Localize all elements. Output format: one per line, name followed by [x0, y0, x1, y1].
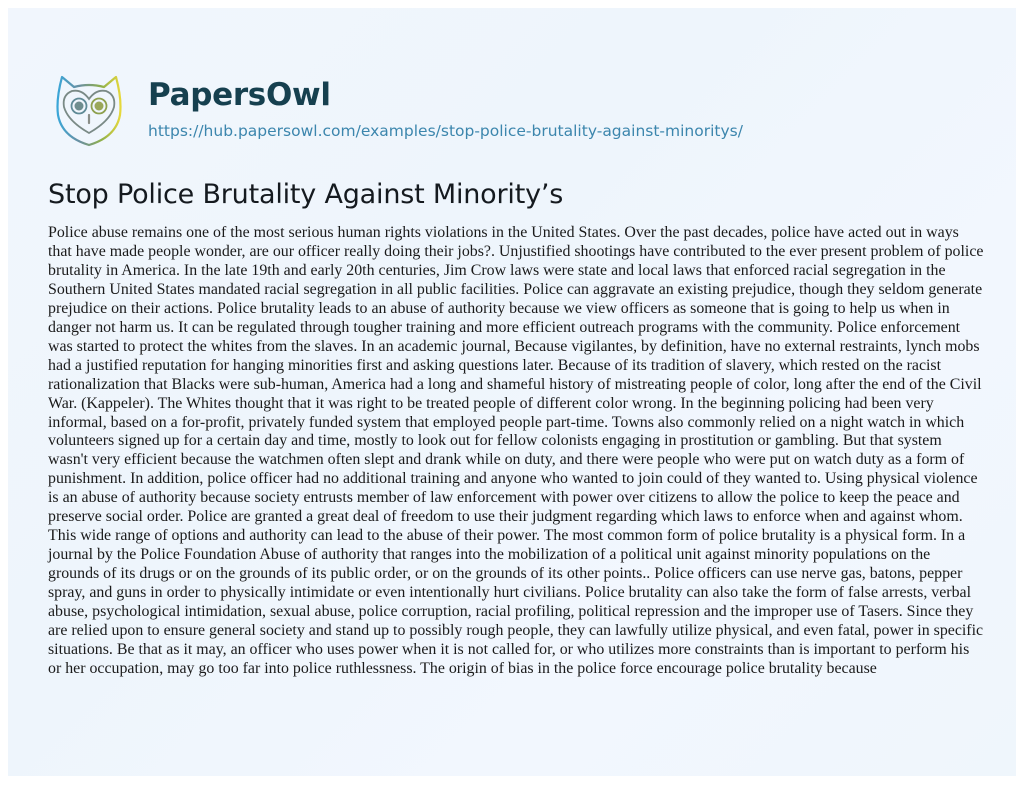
page-url-link[interactable]: https://hub.papersowl.com/examples/stop-police-brutality-against-minoritys/ [148, 122, 743, 140]
document-page [8, 8, 1016, 776]
brand-name[interactable]: PapersOwl [148, 77, 331, 113]
document-body: Police abuse remains one of the most serious human rights violations in the United States. Over the past decades, police have acted out in ways that have made people wonder, are our officer really doing their jobs?. Unjustified shootings have contributed to the ever present problem of police brutality in America. In the late 19th and early 20th centuries, Jim Crow laws were state and local laws that enforced racial segregation in the Southern United States mandated racial segregation in all public facilities. Police can aggravate an existing prejudice, though they seldom generate prejudice on their actions. Police brutality leads to an abuse of authority because we view officers as someone that is going to help us when in danger not harm us. It can be regulated through tougher training and more efficient outreach programs with the community. Police enforcement was started to protect the whites from the slaves. In an academic journal, Because vigilantes, by definition, have no external restraints, lynch mobs had a justified reputation for hanging minorities first and asking questions later. Because of its tradition of slavery, which rested on the racist rationalization that Blacks were sub-human, America had a long and shameful history of mistreating people of color, long after the end of the Civil War. (Kappeler). The Whites thought that it was right to be treated people of different color wrong. In the beginning policing had been very informal, based on a for-profit, privately funded system that employed people part-time. Towns also commonly relied on a night watch in which volunteers signed up for a certain day and time, mostly to look out for fellow colonists engaging in prostitution or gambling. But that system wasn't very efficient because the watchmen often slept and drank while on duty, and there were people who were put on watch duty as a form of punishment. In addition, police officer had no additional training and anyone who wanted to join could of they wanted to. Using physical violence is an abuse of authority because society entrusts member of law enforcement with power over citizens to allow the police to keep the peace and preserve social order. Police are granted a great deal of freedom to use their judgment regarding which laws to enforce when and against whom. This wide range of options and authority can lead to the abuse of their power. The most common form of police brutality is a physical form. In a journal by the Police Foundation Abuse of authority that ranges into the mobilization of a political unit against minority populations on the grounds of its drugs or on the grounds of its public order, or on the grounds of its other points.. Police officers can use nerve gas, batons, pepper spray, and guns in order to physically intimidate or even intentionally hurt civilians. Police brutality can also take the form of false arrests, verbal abuse, psychological intimidation, sexual abuse, police corruption, racial profiling, political repression and the improper use of Tasers. Since they are relied upon to ensure general society and stand up to possibly rough people, they can lawfully utilize physical, and even fatal, power in specific situations. Be that as it may, an officer who uses power when it is not called for, or who utilizes more constraints than is important to perform his or her occupation, may go too far into police ruthlessness. The origin of bias in the police force encourage police brutality because [48, 224, 984, 677]
document-title: Stop Police Brutality Against Minority’s [48, 179, 564, 210]
brand-block [148, 77, 743, 141]
owl-logo-icon[interactable] [52, 69, 126, 149]
site-header [52, 64, 743, 154]
